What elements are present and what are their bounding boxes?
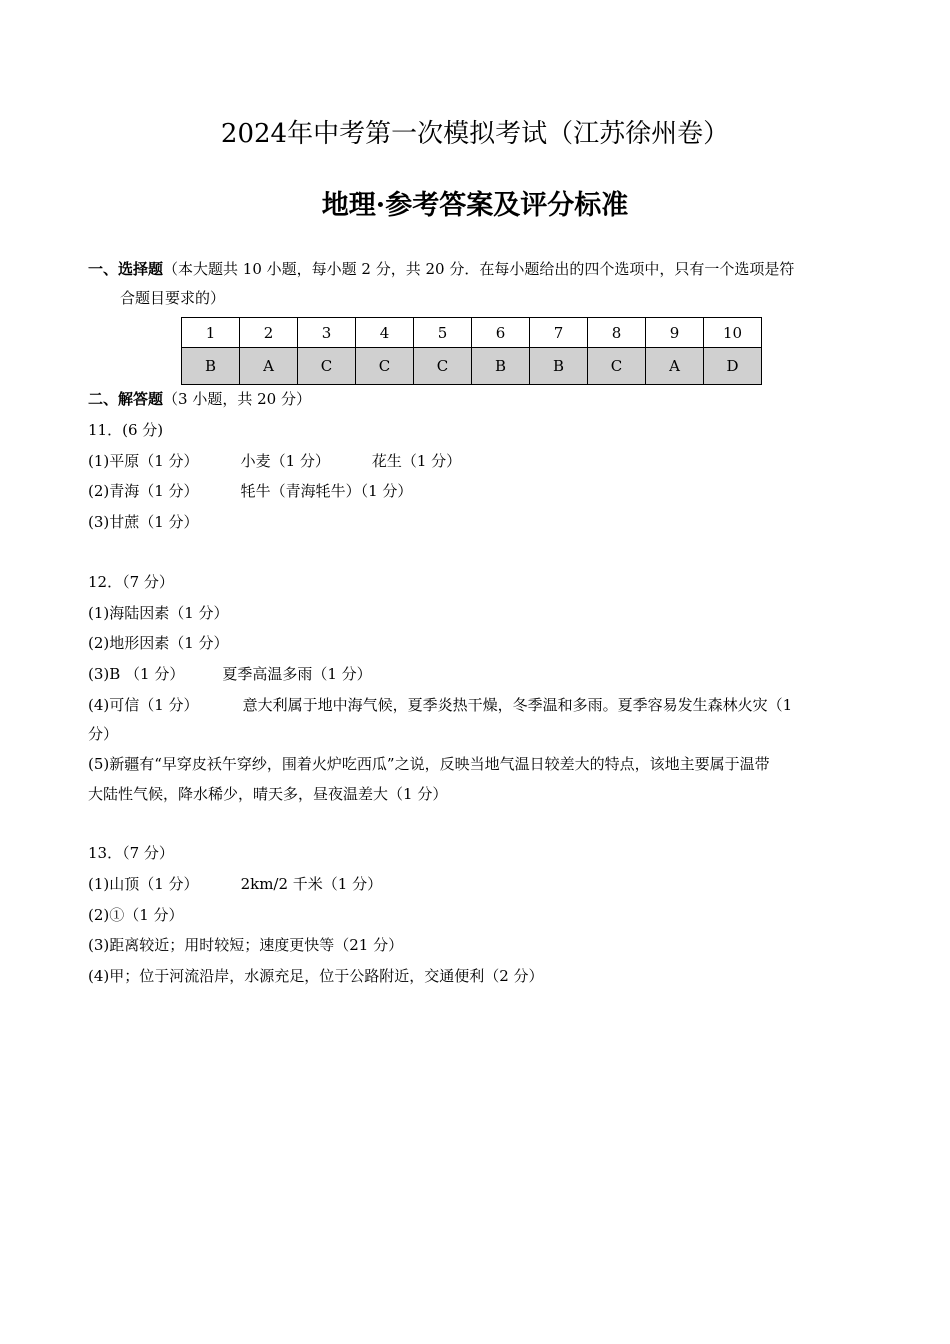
question-number-cell: 4 <box>356 318 414 348</box>
section2-desc: （3 小题，共 20 分） <box>163 390 311 408</box>
answer-table-key-row <box>182 348 762 385</box>
q13-l1b: 2km/2 千米（1 分） <box>240 875 383 893</box>
question-number-cell: 9 <box>646 318 704 348</box>
q13-head: 13．（7 分） <box>88 844 174 862</box>
q11-head: 11．(6 分) <box>88 421 164 439</box>
q11-line3: (3)甘蔗（1 分） <box>88 513 199 531</box>
section1-desc-line1: （本大题共 10 小题，每小题 2 分，共 20 分．在每小题给出的四个选项中，只有一个选项是符 <box>163 260 795 278</box>
q12-line5-cont: 大陆性气候，降水稀少，晴天多，昼夜温差大（1 分） <box>88 785 448 803</box>
q12-line1: (1)海陆因素（1 分） <box>88 604 229 622</box>
q11-l1b: 小麦（1 分） <box>240 452 330 470</box>
answer-cell: C <box>588 348 646 385</box>
section1-intro <box>88 259 794 279</box>
q11-l1a: (1)平原（1 分） <box>88 452 199 470</box>
answer-cell: C <box>356 348 414 385</box>
answer-cell: B <box>472 348 530 385</box>
q11-l2a: (2)青海（1 分） <box>88 482 199 500</box>
q12-head: 12．（7 分） <box>88 573 174 591</box>
section1-desc-line2: 合题目要求的） <box>120 289 226 307</box>
answer-cell: C <box>298 348 356 385</box>
question-number-cell: 2 <box>240 318 298 348</box>
question-number-cell: 1 <box>182 318 240 348</box>
q11-line1 <box>88 451 461 471</box>
question-number-cell: 6 <box>472 318 530 348</box>
q13-l1a: (1)山顶（1 分） <box>88 875 199 893</box>
q11-l1c: 花生（1 分） <box>371 452 462 470</box>
section2-intro <box>88 389 311 409</box>
question-number-cell: 7 <box>530 318 588 348</box>
q12-l4a: (4)可信（1 分） <box>88 696 199 714</box>
section2-heading: 二、解答题 <box>88 390 164 408</box>
answer-cell: B <box>530 348 588 385</box>
answer-cell: B <box>182 348 240 385</box>
q12-line4 <box>88 695 792 715</box>
answer-cell: A <box>646 348 704 385</box>
q13-line3: (3)距离较近；用时较短；速度更快等（21 分） <box>88 936 404 954</box>
q12-line4-cont: 分） <box>88 725 119 743</box>
q12-l3a: (3)B （1 分） <box>88 665 185 683</box>
question-number-cell: 5 <box>414 318 472 348</box>
page-subtitle: 地理·参考答案及评分标准 <box>321 190 629 221</box>
q12-line3 <box>88 664 372 684</box>
answer-cell: A <box>240 348 298 385</box>
answer-table <box>181 317 762 385</box>
question-number-cell: 3 <box>298 318 356 348</box>
q12-line2: (2)地形因素（1 分） <box>88 634 229 652</box>
q12-l3b: 夏季高温多雨（1 分） <box>222 665 372 683</box>
q13-line2: (2)①（1 分） <box>88 906 184 924</box>
answer-cell: C <box>414 348 472 385</box>
q12-l4b: 意大利属于地中海气候，夏季炎热干燥，冬季温和多雨。夏季容易发生森林火灾（1 <box>242 696 793 714</box>
page-title: 2024年中考第一次模拟考试（江苏徐州卷） <box>220 119 730 149</box>
answer-cell: D <box>704 348 762 385</box>
q11-l2b: 牦牛（青海牦牛）（1 分） <box>240 482 413 500</box>
q13-line4: (4)甲；位于河流沿岸，水源充足，位于公路附近，交通便利（2 分） <box>88 967 544 985</box>
q13-line1 <box>88 874 382 894</box>
question-number-cell: 8 <box>588 318 646 348</box>
q11-line2 <box>88 481 412 501</box>
section1-heading: 一、选择题 <box>88 260 164 278</box>
answer-table-number-row <box>182 318 762 348</box>
question-number-cell: 10 <box>704 318 762 348</box>
q12-line5: (5)新疆有“早穿皮袄午穿纱，围着火炉吃西瓜”之说，反映当地气温日较差大的特点，该地主要属于温带 <box>88 755 770 773</box>
